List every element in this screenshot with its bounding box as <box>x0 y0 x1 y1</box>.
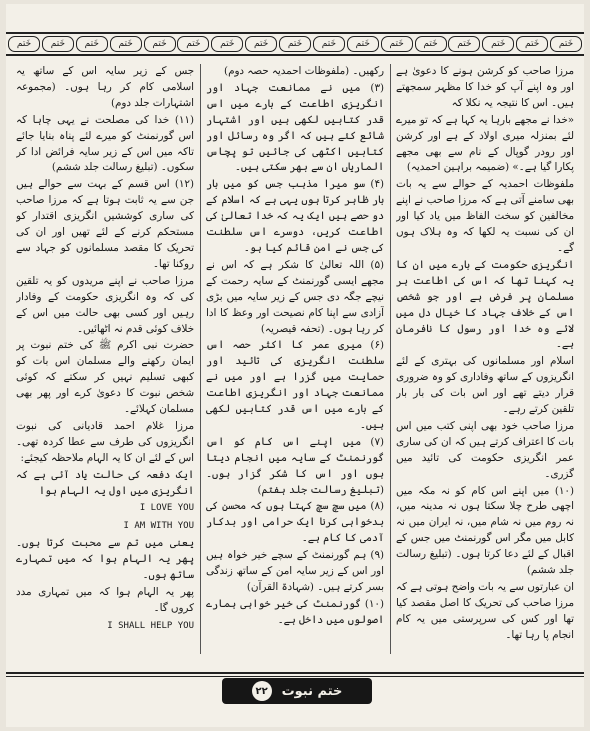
article-paragraph: مرزا صاحب کو کرشن ہونے کا دعویٰ ہے اور وہ اپنے آپ کو خدا کا مظہر سمجھتے ہیں۔ اس کا نتیجہ یہ نکلا کہ <box>396 65 574 109</box>
border-ornament-icon: خَتم <box>482 36 514 52</box>
article-paragraph: رکھیں۔ (ملفوظات احمدیہ حصہ دوم) <box>224 65 384 77</box>
article-paragraph: ایک دفعہ کی حالت یاد آئی ہے کہ انگریزی میں اول یہ الہام ہوا <box>16 468 194 497</box>
article-paragraph: (۸) میں سچ سچ کہتا ہوں کہ محسن کی بدخواہی کرنا ایک حرامی اور بدکار آدمی کا کام ہے۔ <box>206 500 384 545</box>
article-paragraph: اسلام اور مسلمانوں کی بہتری کے لئے انگریزوں کے ساتھ وفاداری کو وہ ضروری قرار دیتے تھے اور اس بات کی بار بار تلقین کرتے رہے۔ <box>396 355 574 416</box>
article-paragraph: (۵) اللہ تعالیٰ کا شکر ہے کہ اس نے مجھے ایسی گورنمنٹ کے سایہ رحمت کے نیچے جگہ دی جس کے زیر سایہ میں بڑی آزادی سے اپنا کام نصیحت اور وعظ کا ادا کر رہا ہوں۔ (تحفہ قیصریہ) <box>206 258 384 335</box>
page-number: ۲۲ <box>252 681 272 701</box>
english-quote-line <box>16 518 194 535</box>
article-paragraph: «خدا نے مجھے بارہا یہ کہا ہے کہ تو میرے لئے بمنزلہ میری اولاد کے ہے اور کرشن اور رودر گوپال کے نام سے بھی مجھے پکارا گیا ہے۔» (ضمیمہ براہین احمدیہ) <box>396 113 574 174</box>
border-ornament-icon: خَتم <box>347 36 379 52</box>
article-paragraph: (۹) ہم گورنمنٹ کے سچے خیر خواہ ہیں اور اس کے زیر سایہ امن کے ساتھ زندگی بسر کرتے ہیں۔ (شہادۃ القرآن) <box>206 549 384 593</box>
article-paragraph: ملفوظات احمدیہ کے حوالے سے یہ بات بھی سامنے آتی ہے کہ مرزا صاحب نے اپنے مخالفین کو سخت الفاظ میں یاد کیا اور ان کی نسبت یہ لکھا کہ وہ ہلاک ہوں گے۔ <box>396 178 574 254</box>
article-paragraph: (۶) میری عمر کا اکثر حصہ اس سلطنت انگریزی کی تائید اور حمایت میں گزرا ہے اور میں نے ممانعت جہاد اور انگریزی اطاعت کے بارے میں اس قدر کتابیں لکھی ہیں۔ <box>206 339 384 431</box>
article-paragraph: (۴) سو میرا مذہب جس کو میں بار بار ظاہر کرتا ہوں یہی ہے کہ اسلام کے دو حصے ہیں ایک یہ کہ خدا تعالیٰ کی اطاعت کریں، دوسرے اس سلطنت کی جس نے امن قائم کیا ہو۔ <box>206 178 384 254</box>
border-ornament-icon: خَتم <box>415 36 447 52</box>
border-ornament-icon: خَتم <box>381 36 413 52</box>
border-ornament-icon: خَتم <box>144 36 176 52</box>
article-paragraph: ان عبارتوں سے یہ بات واضح ہوتی ہے کہ مرزا صاحب کی تحریک کا اصل مقصد کیا تھا اور کس کی سرپرستی میں یہ کام انجام پا رہا تھا۔ <box>396 581 574 641</box>
border-ornament-icon: خَتم <box>177 36 209 52</box>
footer-rule <box>6 672 584 674</box>
column-divider <box>200 64 201 654</box>
article-paragraph: مرزا صاحب خود بھی اپنی کتب میں اس بات کا اعتراف کرتے ہیں کہ ان کی ساری عمر انگریزی حکومت کی تائید میں گزری۔ <box>396 419 574 480</box>
magazine-page <box>6 4 584 727</box>
footer-rule <box>6 676 584 677</box>
magazine-footer-badge <box>222 678 372 704</box>
article-paragraph: حضرت نبی اکرم ﷺ کی ختم نبوت پر ایمان رکھنے والے مسلمان اس بات کو کبھی تسلیم نہیں کر سکتے کہ کوئی شخص نبوت کا دعویٰ کرے اور پھر بھی مسلمان کہلائے۔ <box>16 339 194 416</box>
border-ornament-icon: خَتم <box>8 36 40 52</box>
english-quote: I AM WITH YOU <box>123 521 194 532</box>
column-divider <box>390 64 391 654</box>
article-paragraph: مرزا صاحب نے اپنے مریدوں کو یہ تلقین کی کہ وہ انگریزی حکومت کے وفادار رہیں اور کسی بھی حالت میں اس کے خلاف کوئی قدم نہ اٹھائیں۔ <box>16 274 194 335</box>
article-columns <box>16 64 574 654</box>
column-middle <box>206 64 384 654</box>
border-ornament-icon: خَتم <box>279 36 311 52</box>
article-paragraph: پھر یہ الہام ہوا کہ میں تمہاری مدد کروں گا۔ <box>16 586 194 614</box>
english-quote-line <box>16 618 194 635</box>
magazine-title: ختم نبوت <box>281 683 343 699</box>
article-paragraph: جس کے زیر سایہ اس کے ساتھ یہ اسلامی کام کر رہا ہوں۔ (مجموعہ اشتہارات جلد دوم) <box>16 65 194 109</box>
border-ornament-icon: خَتم <box>245 36 277 52</box>
english-quote-line <box>16 500 194 517</box>
border-ornament-icon: خَتم <box>42 36 74 52</box>
article-paragraph: یعنی میں تم سے محبت کرتا ہوں۔ پھر یہ الہام ہوا کہ میں تمہارے ساتھ ہوں۔ <box>16 537 194 582</box>
border-ornament-icon: خَتم <box>76 36 108 52</box>
border-ornament-icon: خَتم <box>550 36 582 52</box>
border-ornament-icon: خَتم <box>211 36 243 52</box>
border-ornament-icon: خَتم <box>448 36 480 52</box>
article-paragraph: انگریزی حکومت کے بارے میں ان کا یہ کہنا تھا کہ اس کی اطاعت ہر مسلمان پر فرض ہے اور جو شخص اس کے خلاف جہاد کا خیال دل میں لائے وہ خدا اور رسول کا نافرمان ہے۔ <box>396 258 574 351</box>
english-quote: I SHALL HELP YOU <box>107 620 194 631</box>
article-paragraph: (۱۰) میں اپنے اس کام کو نہ مکہ میں اچھی طرح چلا سکتا ہوں نہ مدینہ میں، نہ روم میں نہ شام میں، نہ ایران میں نہ کابل میں مگر اس گورنمنٹ میں جس کے اقبال کے لئے دعا کرتا ہوں۔ (تبلیغ رسالت جلد ششم) <box>396 484 574 577</box>
border-ornament-icon: خَتم <box>516 36 548 52</box>
decorative-header-border <box>6 32 584 56</box>
english-quote: I LOVE YOU <box>139 503 194 514</box>
article-paragraph: (۱۱) خدا کی مصلحت نے یہی چاہا کہ اس گورنمنٹ کو میرے لئے پناہ بنایا جائے تاکہ میں اس کے زیر سایہ فرائض ادا کر سکوں۔ (تبلیغ رسالت جلد ششم) <box>16 113 194 174</box>
column-left <box>16 64 194 654</box>
article-paragraph: (۳) میں نے ممانعت جہاد اور انگریزی اطاعت کے بارے میں اس قدر کتابیں لکھی ہیں اور اشتہار شائع کئے ہیں کہ اگر وہ رسائل اور کتابیں اکٹھی کی جائیں تو پچاس الماریاں ان سے بھر سکتی ہیں۔ <box>206 81 384 174</box>
column-right <box>396 64 574 654</box>
border-ornament-icon: خَتم <box>313 36 345 52</box>
article-paragraph: (۱۰) گورنمنٹ کی خیر خواہی ہمارے اصولوں میں داخل ہے۔ <box>206 597 384 626</box>
article-paragraph: (۱۲) اس قسم کے بہت سے حوالے ہیں جن سے یہ ثابت ہوتا ہے کہ مرزا صاحب کی ساری کوششیں انگریزی اقتدار کو مستحکم کرنے کے لئے تھیں اور ان کی تحریک کا مقصد مسلمانوں کو جہاد سے روکنا تھا۔ <box>16 178 194 270</box>
article-paragraph: مرزا غلام احمد قادیانی کی نبوت انگریزوں کی طرف سے عطا کردہ تھی۔ اس کے لئے ان کا یہ الہام ملاحظہ کیجئے: <box>16 419 194 464</box>
article-paragraph: (۷) میں اپنے اس کام کو اس گورنمنٹ کے سایہ میں انجام دیتا ہوں اور اس کا شکر گزار ہوں۔ (تبلیغ رسالت جلد ہفتم) <box>206 435 384 496</box>
border-ornament-icon: خَتم <box>110 36 142 52</box>
